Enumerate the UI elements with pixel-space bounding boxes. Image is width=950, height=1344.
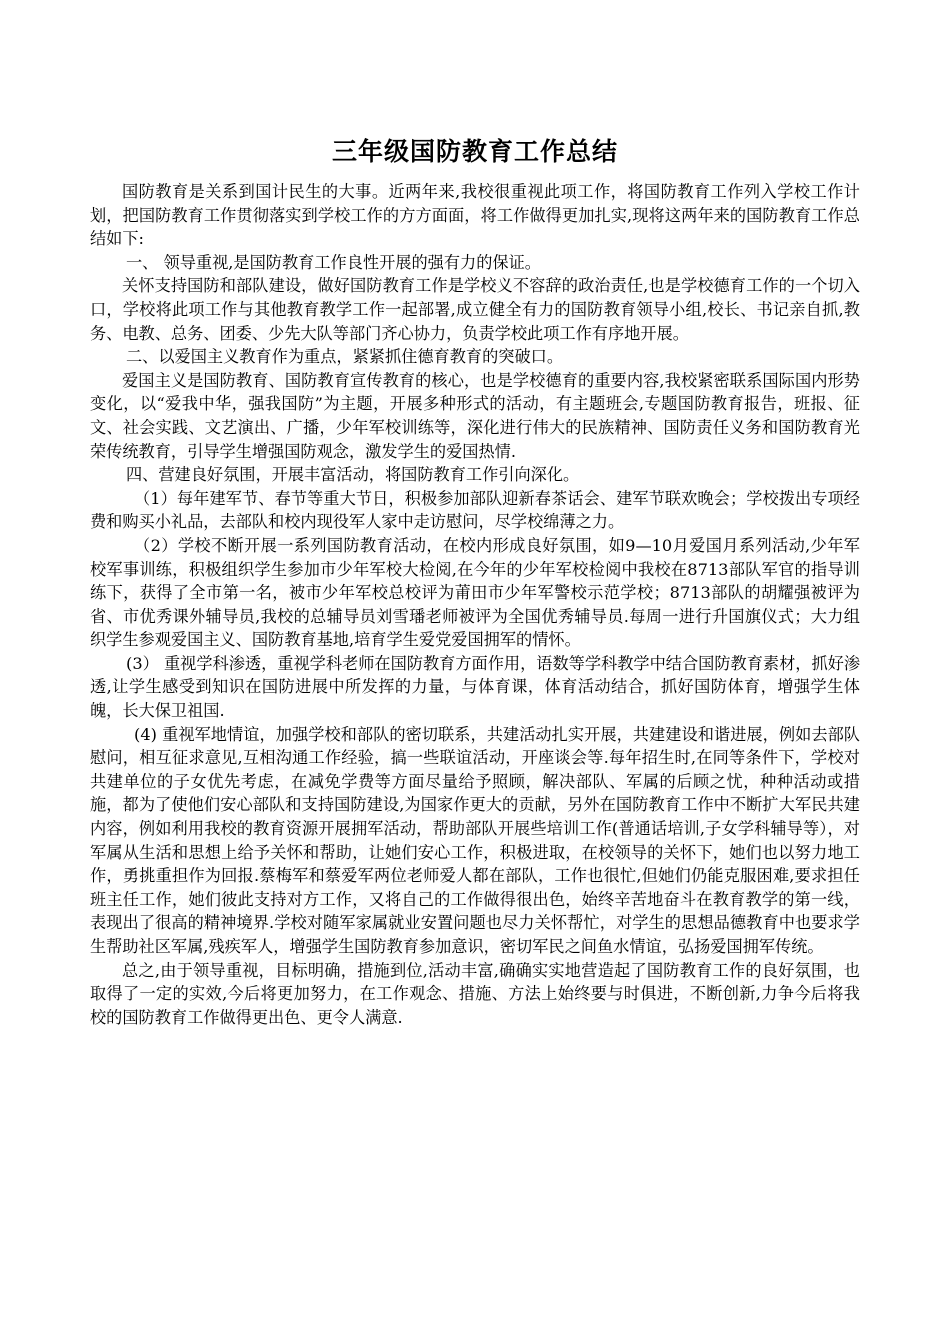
list-item-1: （1）每年建军节、春节等重大节日，积极参加部队迎新春茶话会、建军节联欢晚会；学校拨出专项经费和购买小礼品，去部队和校内现役军人家中走访慰问，尽学校绵薄之力。 <box>90 488 860 532</box>
section-heading-2: 二、以爱国主义教育作为重点，紧紧抓住德育教育的突破口。 <box>126 347 564 367</box>
paragraph-leadership: 关怀支持国防和部队建设，做好国防教育工作是学校义不容辞的政治责任,也是学校德育工作的一个切入口，学校将此项工作与其他教育教学工作一起部署,成立健全有力的国防教育领导小组,校长、书记亲自抓,教务、电教、总务、团委、少先大队等部门齐心协力，负责学校此项工作有序地开展。 <box>90 276 860 343</box>
section-heading-1: 一、 领导重视,是国防教育工作良性开展的强有力的保证。 <box>126 252 541 272</box>
list-item-3: (3） 重视学科渗透，重视学科老师在国防教育方面作用，语数等学科教学中结合国防教育素材，抓好渗透,让学生感受到知识在国防进展中所发挥的力量，与体育课，体育活动结合，抓好国防体育，增强学生体魄，长大保卫祖国. <box>90 653 861 721</box>
list-item-2: （2）学校不断开展一系列国防教育活动，在校内形成良好氛围，如9—10月爱国月系列活动,少年军校军事训练，积极组织学生参加市少年军校大检阅,在今年的少年军校检阅中我校在8713部队军官的指导训练下，获得了全市第一名，被市少年军校总校评为莆田市少年军警校示范学校；8713部队的胡耀强被评为省、市优秀课外辅导员,我校的总辅导员刘雪璠老师被评为全国优秀辅导员.每周一进行升国旗仪式；大力组织学生参观爱国主义、国防教育基地,培育学生爱党爱国拥军的情怀。 <box>90 535 860 650</box>
paragraph-patriotism: 爱国主义是国防教育、国防教育宣传教育的核心，也是学校德育的重要内容,我校紧密联系国际国内形势变化，以“爱我中华，强我国防”为主题，开展多种形式的活动，有主题班会,专题国防教育报告，班报、征文、社会实践、文艺演出、广播，少年军校训练等，深化进行伟大的民族精神、国防责任义务和国防教育光荣传统教育，引导学生增强国防观念，激发学生的爱国热情. <box>90 370 860 461</box>
section-heading-4: 四、营建良好氛围，开展丰富活动，将国防教育工作引向深化。 <box>126 465 580 485</box>
document-page <box>90 132 860 1029</box>
paragraph-intro: 国防教育是关系到国计民生的大事。近两年来,我校很重视此项工作，将国防教育工作列入学校工作计划，把国防教育工作贯彻落实到学校工作的方方面面，将工作做得更加扎实,现将这两年来的国防教育工作总结如下: <box>90 182 860 249</box>
paragraph-conclusion: 总之,由于领导重视，目标明确，措施到位,活动丰富,确确实实地营造起了国防教育工作的良好氛围，也取得了一定的实效,今后将更加努力，在工作观念、措施、方法上始终要与时俱进，不断创新,力争今后将我校的国防教育工作做得更出色、更令人满意. <box>90 960 860 1027</box>
list-item-4: (4) 重视军地情谊，加强学校和部队的密切联系，共建活动扎实开展，共建建设和谐进展，例如去部队慰问，相互征求意见,互相沟通工作经验，搞一些联谊活动，开座谈会等.每年招生时,在同等条件下，学校对共建单位的子女优先考虑，在减免学费等方面尽量给予照顾，解决部队、军属的后顾之忧，种种活动或措施，都为了使他们安心部队和支持国防建设,为国家作更大的贡献，另外在国防教育工作中不断扩大军民共建内容，例如利用我校的教育资源开展拥军活动，帮助部队开展些培训工作(普通话培训,子女学科辅导等），对军属从生活和思想上给予关怀和帮助，让她们安心工作，积极进取，在校领导的关怀下，她们也以努力地工作，勇挑重担作为回报.蔡梅军和蔡爱军两位老师爱人都在部队，工作也很忙,但她们仍能克服困难,要求担任班主任工作，她们彼此支持对方工作，又将自己的工作做得很出色，始终辛苦地奋斗在教育教学的第一线，表现出了很高的精神境界.学校对随军家属就业安置问题也尽力关怀帮忙，对学生的思想品德教育中也要求学生帮助社区军属,残疾军人，增强学生国防教育参加意识，密切军民之间鱼水情谊，弘扬爱国拥军传统。 <box>90 724 860 956</box>
document-title: 三年级国防教育工作总结 <box>331 137 618 166</box>
